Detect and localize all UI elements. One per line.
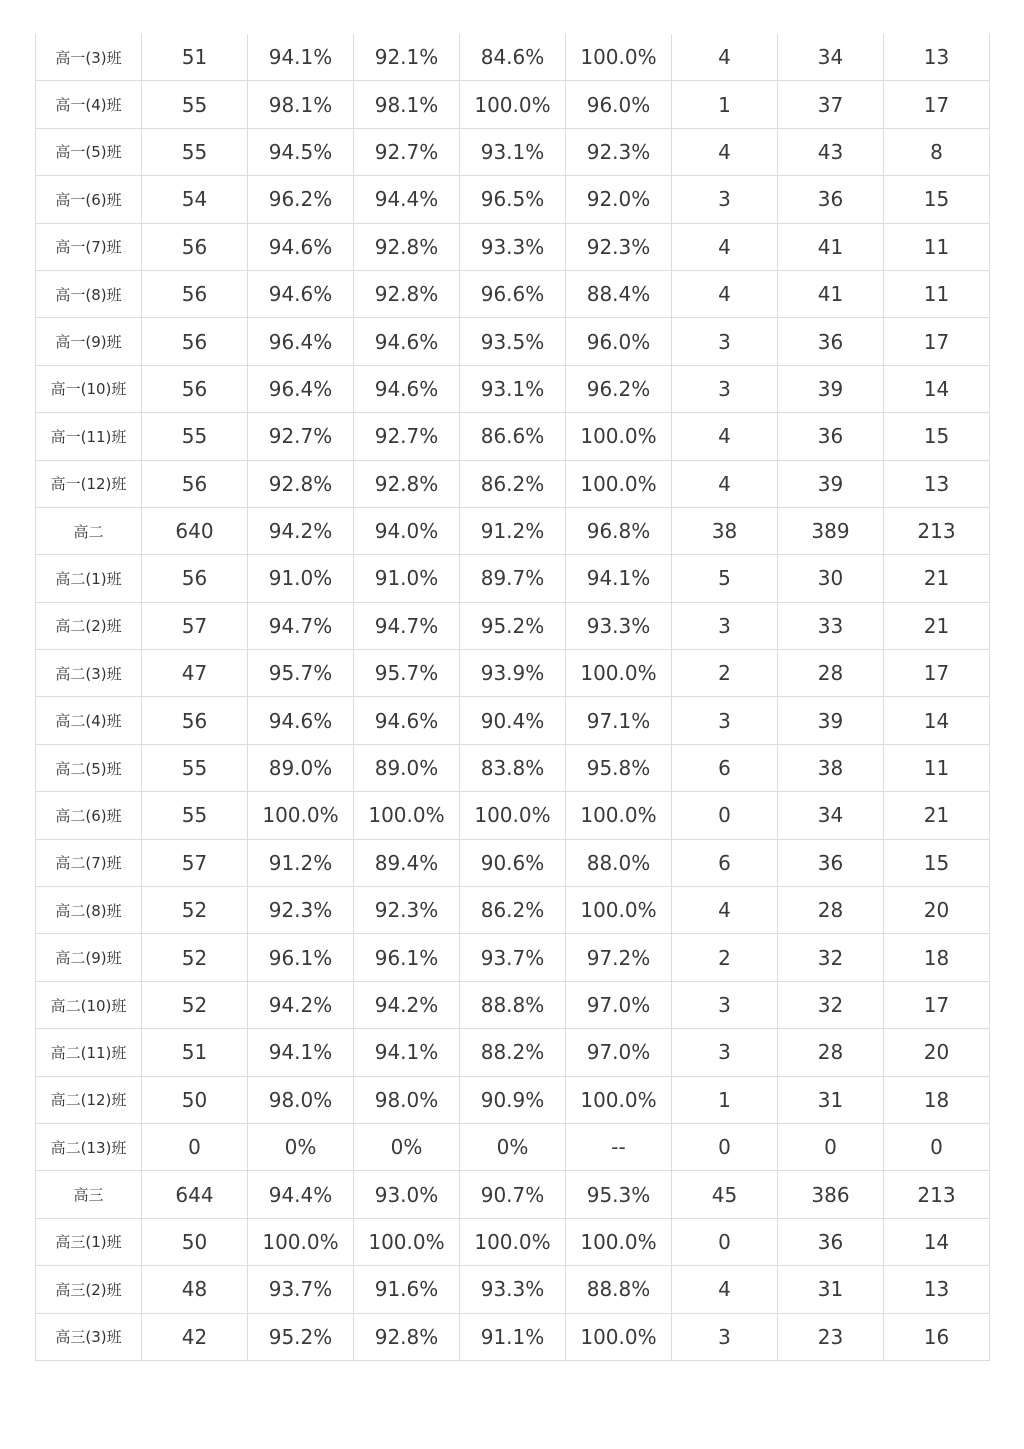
table-cell: 3 — [672, 318, 778, 365]
table-cell: 213 — [884, 1171, 990, 1218]
table-cell: 0 — [884, 1123, 990, 1170]
table-cell: 90.4% — [460, 697, 566, 744]
table-cell: 95.3% — [566, 1171, 672, 1218]
table-cell: 95.7% — [354, 650, 460, 697]
table-cell: 96.5% — [460, 176, 566, 223]
table-cell: 0 — [142, 1123, 248, 1170]
table-cell: 13 — [884, 1266, 990, 1313]
table-cell: 15 — [884, 176, 990, 223]
table-cell: 93.3% — [460, 223, 566, 270]
table-cell: 89.7% — [460, 555, 566, 602]
table-cell: 94.6% — [354, 365, 460, 412]
table-row — [36, 744, 990, 791]
table-cell: 0% — [354, 1123, 460, 1170]
table-cell: 15 — [884, 413, 990, 460]
table-cell: 55 — [142, 792, 248, 839]
table-body — [36, 34, 990, 1360]
table-cell: 86.2% — [460, 887, 566, 934]
table-cell: 100.0% — [460, 81, 566, 128]
class-name-cell: 高二(12)班 — [36, 1076, 142, 1123]
table-cell: 92.3% — [566, 128, 672, 175]
table-cell: 89.4% — [354, 839, 460, 886]
table-cell: 5 — [672, 555, 778, 602]
table-row — [36, 1266, 990, 1313]
table-row — [36, 887, 990, 934]
table-row — [36, 1029, 990, 1076]
table-cell: 41 — [778, 223, 884, 270]
table-row — [36, 318, 990, 365]
class-name-cell: 高一(8)班 — [36, 270, 142, 317]
table-cell: 3 — [672, 981, 778, 1028]
table-cell: 100.0% — [566, 792, 672, 839]
table-cell: 94.1% — [248, 1029, 354, 1076]
class-name-cell: 高三(1)班 — [36, 1218, 142, 1265]
table-cell: 84.6% — [460, 34, 566, 81]
table-cell: 36 — [778, 413, 884, 460]
table-cell: 94.5% — [248, 128, 354, 175]
class-name-cell: 高二(3)班 — [36, 650, 142, 697]
class-name-cell: 高一(10)班 — [36, 365, 142, 412]
table-cell: 4 — [672, 413, 778, 460]
table-cell: 92.3% — [354, 887, 460, 934]
table-cell: 38 — [778, 744, 884, 791]
table-cell: 213 — [884, 507, 990, 554]
table-cell: 39 — [778, 365, 884, 412]
table-cell: 92.7% — [354, 413, 460, 460]
table-cell: 90.7% — [460, 1171, 566, 1218]
table-cell: 98.1% — [354, 81, 460, 128]
table-cell: -- — [566, 1123, 672, 1170]
class-name-cell: 高二(4)班 — [36, 697, 142, 744]
class-name-cell: 高一(7)班 — [36, 223, 142, 270]
table-cell: 14 — [884, 1218, 990, 1265]
class-name-cell: 高三 — [36, 1171, 142, 1218]
table-cell: 52 — [142, 981, 248, 1028]
table-cell: 92.8% — [354, 270, 460, 317]
class-name-cell: 高一(9)班 — [36, 318, 142, 365]
class-name-cell: 高二(13)班 — [36, 1123, 142, 1170]
table-cell: 644 — [142, 1171, 248, 1218]
class-name-cell: 高二 — [36, 507, 142, 554]
table-cell: 13 — [884, 34, 990, 81]
table-cell: 90.9% — [460, 1076, 566, 1123]
table-cell: 94.2% — [354, 981, 460, 1028]
table-row — [36, 1171, 990, 1218]
table-cell: 94.6% — [248, 697, 354, 744]
table-cell: 93.9% — [460, 650, 566, 697]
table-row — [36, 602, 990, 649]
table-cell: 3 — [672, 1029, 778, 1076]
class-name-cell: 高一(6)班 — [36, 176, 142, 223]
table-cell: 38 — [672, 507, 778, 554]
table-cell: 20 — [884, 1029, 990, 1076]
table-cell: 100.0% — [460, 1218, 566, 1265]
table-cell: 39 — [778, 697, 884, 744]
table-cell: 43 — [778, 128, 884, 175]
table-cell: 3 — [672, 176, 778, 223]
table-cell: 56 — [142, 270, 248, 317]
table-cell: 94.1% — [354, 1029, 460, 1076]
table-cell: 94.6% — [248, 223, 354, 270]
table-cell: 34 — [778, 34, 884, 81]
table-cell: 33 — [778, 602, 884, 649]
table-cell: 94.1% — [248, 34, 354, 81]
table-cell: 96.4% — [248, 318, 354, 365]
table-cell: 96.1% — [248, 934, 354, 981]
table-cell: 56 — [142, 365, 248, 412]
table-cell: 96.1% — [354, 934, 460, 981]
table-cell: 48 — [142, 1266, 248, 1313]
table-cell: 36 — [778, 318, 884, 365]
table-row — [36, 934, 990, 981]
table-cell: 91.6% — [354, 1266, 460, 1313]
table-cell: 17 — [884, 650, 990, 697]
table-cell: 17 — [884, 81, 990, 128]
table-cell: 17 — [884, 981, 990, 1028]
table-cell: 52 — [142, 934, 248, 981]
table-cell: 389 — [778, 507, 884, 554]
table-cell: 4 — [672, 223, 778, 270]
table-cell: 95.2% — [248, 1313, 354, 1360]
table-cell: 37 — [778, 81, 884, 128]
table-row — [36, 792, 990, 839]
class-name-cell: 高三(3)班 — [36, 1313, 142, 1360]
table-cell: 0 — [672, 792, 778, 839]
table-cell: 93.1% — [460, 128, 566, 175]
table-cell: 92.8% — [354, 460, 460, 507]
table-cell: 91.1% — [460, 1313, 566, 1360]
table-cell: 4 — [672, 1266, 778, 1313]
table-cell: 92.3% — [248, 887, 354, 934]
table-cell: 98.1% — [248, 81, 354, 128]
table-cell: 3 — [672, 1313, 778, 1360]
table-cell: 16 — [884, 1313, 990, 1360]
class-name-cell: 高二(1)班 — [36, 555, 142, 602]
table-cell: 4 — [672, 128, 778, 175]
table-cell: 39 — [778, 460, 884, 507]
table-cell: 21 — [884, 792, 990, 839]
table-row — [36, 839, 990, 886]
table-row — [36, 34, 990, 81]
table-cell: 95.2% — [460, 602, 566, 649]
class-name-cell: 高三(2)班 — [36, 1266, 142, 1313]
table-cell: 57 — [142, 839, 248, 886]
table-cell: 100.0% — [354, 1218, 460, 1265]
table-cell: 2 — [672, 934, 778, 981]
table-cell: 32 — [778, 934, 884, 981]
table-cell: 56 — [142, 460, 248, 507]
table-cell: 640 — [142, 507, 248, 554]
table-cell: 0 — [672, 1123, 778, 1170]
table-cell: 55 — [142, 81, 248, 128]
table-cell: 31 — [778, 1076, 884, 1123]
table-cell: 30 — [778, 555, 884, 602]
table-cell: 88.8% — [460, 981, 566, 1028]
class-name-cell: 高二(5)班 — [36, 744, 142, 791]
table-cell: 4 — [672, 270, 778, 317]
class-name-cell: 高二(10)班 — [36, 981, 142, 1028]
class-name-cell: 高一(12)班 — [36, 460, 142, 507]
table-cell: 94.1% — [566, 555, 672, 602]
table-row — [36, 507, 990, 554]
table-cell: 96.2% — [248, 176, 354, 223]
table-cell: 31 — [778, 1266, 884, 1313]
table-cell: 0 — [672, 1218, 778, 1265]
table-row — [36, 81, 990, 128]
table-cell: 18 — [884, 934, 990, 981]
table-cell: 100.0% — [248, 1218, 354, 1265]
class-name-cell: 高二(6)班 — [36, 792, 142, 839]
table-cell: 100.0% — [566, 460, 672, 507]
table-cell: 56 — [142, 555, 248, 602]
table-cell: 56 — [142, 223, 248, 270]
table-row — [36, 1076, 990, 1123]
table-cell: 15 — [884, 839, 990, 886]
table-cell: 100.0% — [566, 650, 672, 697]
table-cell: 96.2% — [566, 365, 672, 412]
class-name-cell: 高一(5)班 — [36, 128, 142, 175]
table-cell: 88.8% — [566, 1266, 672, 1313]
table-cell: 28 — [778, 887, 884, 934]
table-cell: 28 — [778, 1029, 884, 1076]
table-cell: 4 — [672, 34, 778, 81]
table-cell: 94.6% — [248, 270, 354, 317]
table-cell: 100.0% — [566, 413, 672, 460]
table-cell: 3 — [672, 602, 778, 649]
class-name-cell: 高二(7)班 — [36, 839, 142, 886]
table-cell: 92.0% — [566, 176, 672, 223]
class-name-cell: 高一(11)班 — [36, 413, 142, 460]
table-cell: 0 — [778, 1123, 884, 1170]
table-cell: 95.7% — [248, 650, 354, 697]
table-cell: 89.0% — [248, 744, 354, 791]
table-cell: 34 — [778, 792, 884, 839]
table-cell: 93.1% — [460, 365, 566, 412]
table-cell: 51 — [142, 34, 248, 81]
table-cell: 97.2% — [566, 934, 672, 981]
table-cell: 2 — [672, 650, 778, 697]
table-cell: 18 — [884, 1076, 990, 1123]
class-name-cell: 高二(9)班 — [36, 934, 142, 981]
table-cell: 21 — [884, 555, 990, 602]
table-cell: 90.6% — [460, 839, 566, 886]
table-cell: 0% — [460, 1123, 566, 1170]
table-cell: 36 — [778, 839, 884, 886]
table-cell: 100.0% — [566, 887, 672, 934]
table-cell: 11 — [884, 270, 990, 317]
table-row — [36, 1313, 990, 1360]
table-cell: 94.7% — [354, 602, 460, 649]
class-name-cell: 高二(8)班 — [36, 887, 142, 934]
table-cell: 97.0% — [566, 1029, 672, 1076]
table-cell: 4 — [672, 460, 778, 507]
table-cell: 50 — [142, 1076, 248, 1123]
table-cell: 6 — [672, 839, 778, 886]
table-cell: 96.8% — [566, 507, 672, 554]
table-cell: 386 — [778, 1171, 884, 1218]
table-cell: 96.0% — [566, 318, 672, 365]
table-cell: 97.0% — [566, 981, 672, 1028]
table-cell: 94.7% — [248, 602, 354, 649]
table-cell: 91.2% — [460, 507, 566, 554]
table-cell: 100.0% — [460, 792, 566, 839]
table-cell: 93.7% — [460, 934, 566, 981]
table-cell: 8 — [884, 128, 990, 175]
table-cell: 95.8% — [566, 744, 672, 791]
table-cell: 1 — [672, 81, 778, 128]
table-row — [36, 460, 990, 507]
table-cell: 55 — [142, 744, 248, 791]
table-row — [36, 128, 990, 175]
table-cell: 14 — [884, 365, 990, 412]
table-cell: 100.0% — [566, 1076, 672, 1123]
table-cell: 56 — [142, 697, 248, 744]
table-cell: 93.3% — [460, 1266, 566, 1313]
table-row — [36, 697, 990, 744]
table-cell: 100.0% — [354, 792, 460, 839]
table-cell: 55 — [142, 128, 248, 175]
table-cell: 55 — [142, 413, 248, 460]
table-cell: 92.8% — [248, 460, 354, 507]
table-cell: 54 — [142, 176, 248, 223]
table-cell: 32 — [778, 981, 884, 1028]
table-cell: 92.8% — [354, 1313, 460, 1360]
table-cell: 91.0% — [354, 555, 460, 602]
class-name-cell: 高一(4)班 — [36, 81, 142, 128]
table-row — [36, 223, 990, 270]
table-cell: 94.6% — [354, 697, 460, 744]
table-cell: 45 — [672, 1171, 778, 1218]
table-cell: 93.5% — [460, 318, 566, 365]
table-cell: 47 — [142, 650, 248, 697]
table-cell: 17 — [884, 318, 990, 365]
table-row — [36, 176, 990, 223]
table-cell: 36 — [778, 176, 884, 223]
table-cell: 93.3% — [566, 602, 672, 649]
table-cell: 20 — [884, 887, 990, 934]
table-cell: 94.6% — [354, 318, 460, 365]
table-row — [36, 270, 990, 317]
table-cell: 96.6% — [460, 270, 566, 317]
table-cell: 21 — [884, 602, 990, 649]
table-row — [36, 365, 990, 412]
class-name-cell: 高二(2)班 — [36, 602, 142, 649]
table-cell: 100.0% — [566, 1218, 672, 1265]
table-cell: 100.0% — [566, 34, 672, 81]
table-cell: 94.0% — [354, 507, 460, 554]
table-cell: 96.4% — [248, 365, 354, 412]
table-cell: 92.7% — [354, 128, 460, 175]
table-row — [36, 555, 990, 602]
table-cell: 23 — [778, 1313, 884, 1360]
table-cell: 50 — [142, 1218, 248, 1265]
table-cell: 100.0% — [566, 1313, 672, 1360]
table-cell: 13 — [884, 460, 990, 507]
class-name-cell: 高二(11)班 — [36, 1029, 142, 1076]
table-cell: 94.2% — [248, 507, 354, 554]
table-cell: 92.1% — [354, 34, 460, 81]
table-cell: 91.0% — [248, 555, 354, 602]
table-cell: 51 — [142, 1029, 248, 1076]
class-statistics-table — [35, 34, 990, 1361]
table-cell: 88.0% — [566, 839, 672, 886]
table-cell: 14 — [884, 697, 990, 744]
table-row — [36, 1218, 990, 1265]
table-cell: 3 — [672, 697, 778, 744]
table-cell: 86.2% — [460, 460, 566, 507]
table-cell: 42 — [142, 1313, 248, 1360]
table-cell: 52 — [142, 887, 248, 934]
table-cell: 28 — [778, 650, 884, 697]
table-cell: 89.0% — [354, 744, 460, 791]
table-row — [36, 413, 990, 460]
table-row — [36, 981, 990, 1028]
table-cell: 94.4% — [354, 176, 460, 223]
table-cell: 1 — [672, 1076, 778, 1123]
table-cell: 3 — [672, 365, 778, 412]
table-cell: 98.0% — [354, 1076, 460, 1123]
table-cell: 97.1% — [566, 697, 672, 744]
table-cell: 83.8% — [460, 744, 566, 791]
table-cell: 94.4% — [248, 1171, 354, 1218]
table-cell: 11 — [884, 223, 990, 270]
table-cell: 92.7% — [248, 413, 354, 460]
table-cell: 56 — [142, 318, 248, 365]
table-cell: 6 — [672, 744, 778, 791]
table-row — [36, 1123, 990, 1170]
table-cell: 11 — [884, 744, 990, 791]
table-cell: 100.0% — [248, 792, 354, 839]
table-cell: 0% — [248, 1123, 354, 1170]
table-cell: 86.6% — [460, 413, 566, 460]
table-cell: 94.2% — [248, 981, 354, 1028]
table-cell: 93.7% — [248, 1266, 354, 1313]
table-row — [36, 650, 990, 697]
table-cell: 96.0% — [566, 81, 672, 128]
table-cell: 98.0% — [248, 1076, 354, 1123]
table-cell: 57 — [142, 602, 248, 649]
table-cell: 91.2% — [248, 839, 354, 886]
table-cell: 88.4% — [566, 270, 672, 317]
table-cell: 41 — [778, 270, 884, 317]
table-cell: 93.0% — [354, 1171, 460, 1218]
class-name-cell: 高一(3)班 — [36, 34, 142, 81]
table-cell: 4 — [672, 887, 778, 934]
table-cell: 36 — [778, 1218, 884, 1265]
table-cell: 92.3% — [566, 223, 672, 270]
table-cell: 88.2% — [460, 1029, 566, 1076]
table-cell: 92.8% — [354, 223, 460, 270]
